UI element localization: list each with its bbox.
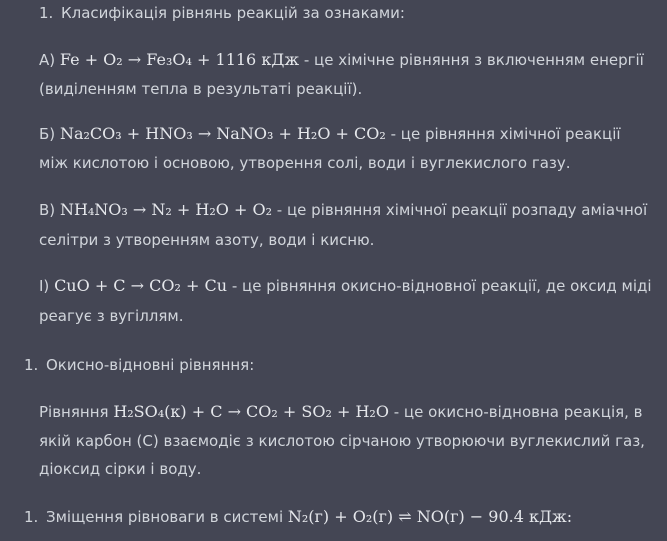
list-title: Класифікація рівнянь реакцій за ознаками: [61, 4, 405, 22]
equation-formula: NH₄NO₃ → N₂ + H₂O + O₂ [59, 200, 272, 219]
equation-description: - це рівняння хімічної реакції розпаду аміачної [276, 201, 648, 219]
equation-g [39, 274, 652, 298]
equation-description: якій карбон (C) взаємодіє з кислотою сірчаною утворюючи вуглекислий газ, [39, 432, 645, 450]
equation-description: реагує з вугіллям. [39, 307, 184, 325]
equation-b [39, 122, 621, 146]
list-number: 1. [24, 508, 39, 526]
equation-label: Б) [39, 125, 56, 143]
redox-continuation-2 [39, 457, 201, 481]
list-item-classification [39, 1, 405, 25]
equation-a-continuation [39, 77, 362, 101]
equation-formula: H₂SO₄(к) + C → CO₂ + SO₂ + H₂O [113, 402, 389, 421]
equation-description: - це рівняння окисно-відновної реакції, де оксид міді [231, 277, 652, 295]
equation-label: В) [39, 201, 56, 219]
equation-description: між кислотою і основою, утворення солі, води і вуглекислого газу. [39, 154, 571, 172]
equation-v [39, 198, 647, 222]
equation-g-continuation [39, 304, 184, 328]
equation-label: А) [39, 51, 56, 69]
equation-description: - це рівняння хімічної реакції [390, 125, 621, 143]
equation-formula: CuO + C → CO₂ + Cu [54, 276, 228, 295]
list-item-redox [24, 353, 254, 377]
equation-a [39, 48, 644, 72]
redox-equation [39, 400, 643, 424]
equation-description: селітри з утворенням азоту, води і кисню. [39, 231, 375, 249]
equation-formula: Fe + O₂ → Fe₃O₄ + 1116 кДж [59, 50, 300, 69]
list-title: Окисно-відновні рівняння: [46, 356, 255, 374]
equation-description: діоксид сірки і воду. [39, 460, 202, 478]
equation-description: - це хімічне рівняння з включенням енергії [303, 51, 644, 69]
redox-continuation-1 [39, 429, 645, 453]
equation-description: - це окисно-відновна реакція, в [393, 403, 643, 421]
equation-formula: N₂(г) + O₂(г) ⇌ NO(г) − 90.4 кДж: [287, 507, 573, 526]
equation-formula: Na₂CO₃ + HNO₃ → NaNO₃ + H₂O + CO₂ [59, 124, 386, 143]
equation-v-continuation [39, 228, 374, 252]
list-number: 1. [24, 356, 39, 374]
list-number: 1. [39, 4, 54, 22]
equation-b-continuation [39, 151, 571, 175]
equation-description: (виділенням тепла в результаті реакції). [39, 80, 363, 98]
list-title: Зміщення рівноваги в системі [46, 508, 284, 526]
list-item-equilibrium [24, 505, 572, 529]
redox-prefix: Рівняння [39, 403, 109, 421]
equation-label: І) [39, 277, 50, 295]
